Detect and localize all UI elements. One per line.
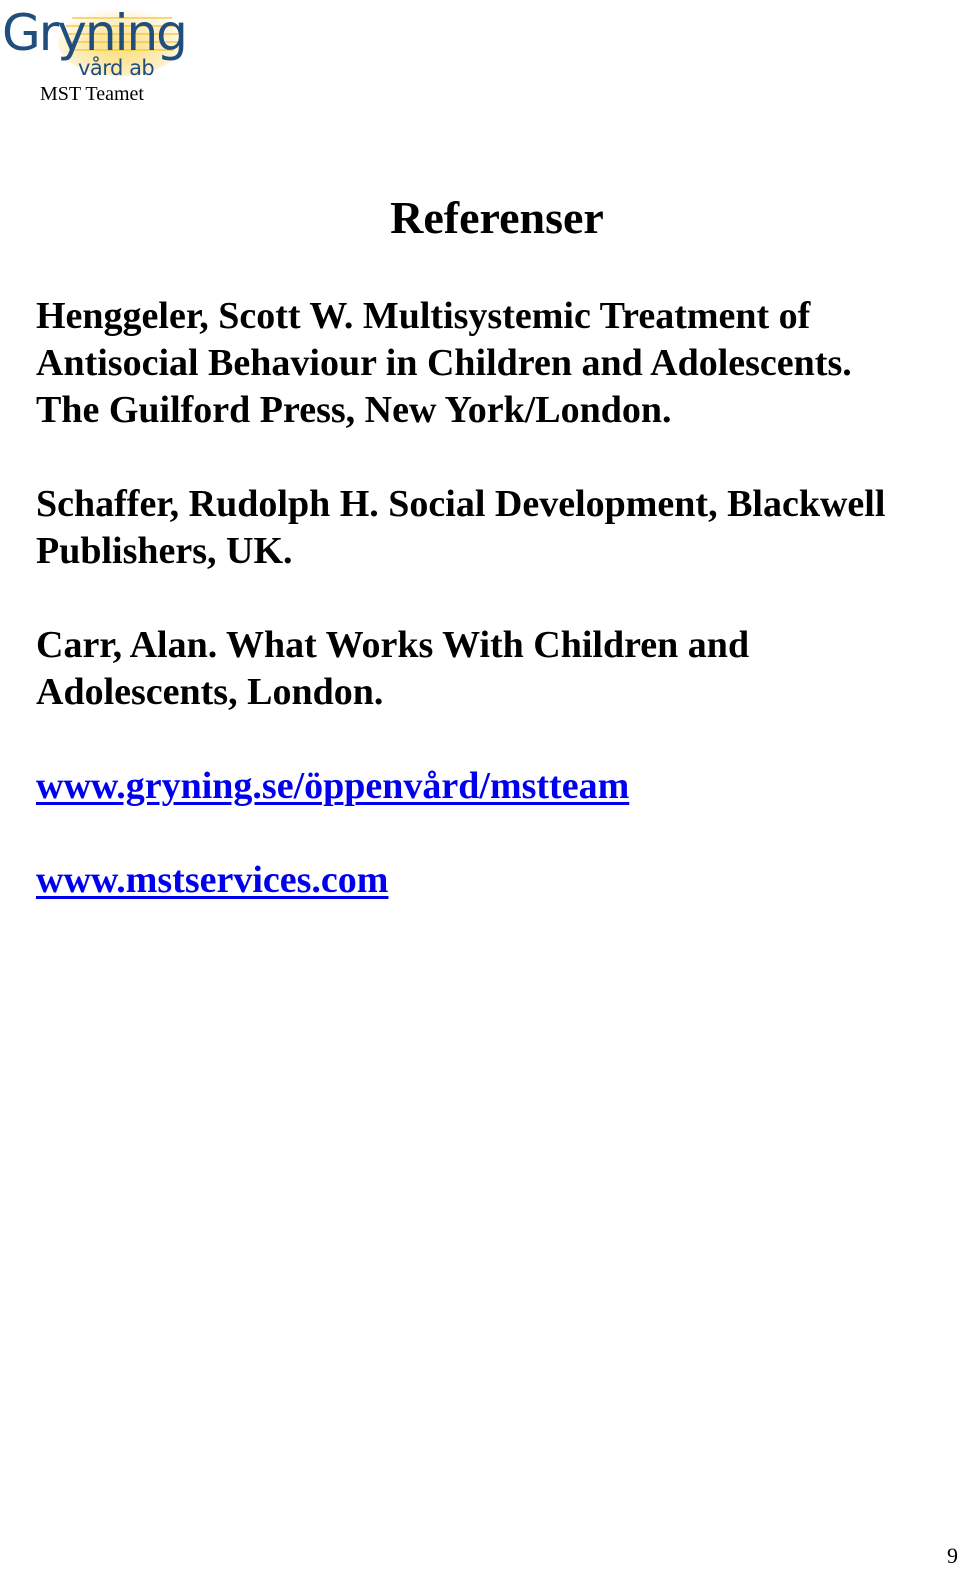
logo-subtitle: vård ab [78, 56, 155, 80]
gryning-mst-link[interactable]: www.gryning.se/öppenvård/mstteam [36, 765, 630, 807]
reference-line: Schaffer, Rudolph H. Social Development, Blackwell [36, 483, 886, 525]
reference-line: Adolescents, London. [36, 671, 384, 713]
reference-item [36, 481, 956, 575]
reference-item [36, 622, 956, 716]
page-number: 9 [947, 1543, 958, 1568]
logo-wordmark: Gryning [2, 4, 186, 62]
mstservices-link[interactable]: www.mstservices.com [36, 859, 389, 901]
reference-list [36, 293, 956, 951]
company-logo [0, 4, 200, 104]
reference-line: The Guilford Press, New York/London. [36, 389, 672, 431]
page-title: Referenser [390, 192, 604, 243]
logo-team-name: MST Teamet [40, 83, 144, 105]
reference-line: Henggeler, Scott W. Multisystemic Treatment of [36, 295, 811, 337]
reference-item [36, 293, 956, 434]
reference-line: Carr, Alan. What Works With Children and [36, 624, 750, 666]
reference-line: Publishers, UK. [36, 530, 293, 572]
reference-line: Antisocial Behaviour in Children and Adolescents. [36, 342, 852, 384]
